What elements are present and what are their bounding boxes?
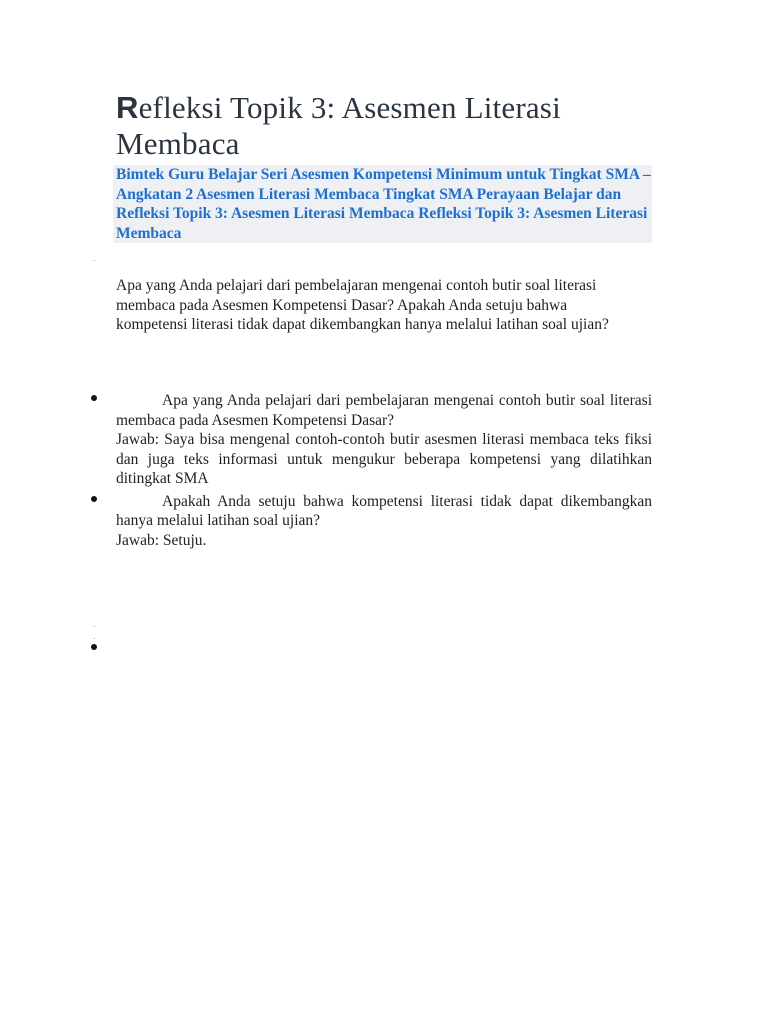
title-first-letter: R: [116, 90, 139, 125]
qa-list: [116, 391, 652, 553]
separator-dot: .: [93, 254, 96, 263]
title-rest: efleksi Topik 3: Asesmen Literasi Membaca: [116, 90, 561, 161]
qa-answer: Jawab: Saya bisa mengenal contoh-contoh butir asesmen literasi membaca teks fiksi dan juga teks informasi untuk mengukur beberapa kompetensi yang dilatihkan ditingkat SMA: [116, 431, 652, 487]
page-title: [116, 90, 676, 162]
qa-answer: Jawab: Setuju.: [116, 531, 207, 549]
trailing-dot: .: [93, 620, 96, 629]
bullet-icon: [91, 496, 97, 502]
trailing-dot: .: [93, 632, 96, 641]
list-item: [116, 391, 652, 489]
qa-question: Apakah Anda setuju bahwa kompetensi literasi tidak dapat dikembangkan hanya melalui latihan soal ujian?: [116, 492, 652, 529]
subtitle-text: Bimtek Guru Belajar Seri Asesmen Kompetensi Minimum untuk Tingkat SMA – Angkatan 2 Asesmen Literasi Membaca Tingkat SMA Perayaan Belajar dan Refleksi Topik 3: Asesmen Literasi Membaca Refleksi Topik 3: Asesmen Literasi Membaca: [116, 166, 651, 242]
list-item: [116, 492, 652, 551]
bullet-icon: [91, 644, 97, 650]
qa-question: Apa yang Anda pelajari dari pembelajaran mengenai contoh butir soal literasi membaca pada Asesmen Kompetensi Dasar?: [116, 392, 652, 429]
bullet-icon: [91, 395, 97, 401]
breadcrumb-subtitle: [113, 165, 652, 243]
question-paragraph: Apa yang Anda pelajari dari pembelajaran mengenai contoh butir soal literasi membaca pada Asesmen Kompetensi Dasar? Apakah Anda setuju bahwa kompetensi literasi tidak dapat dikembangkan hanya melalui latihan soal ujian?: [116, 277, 609, 333]
